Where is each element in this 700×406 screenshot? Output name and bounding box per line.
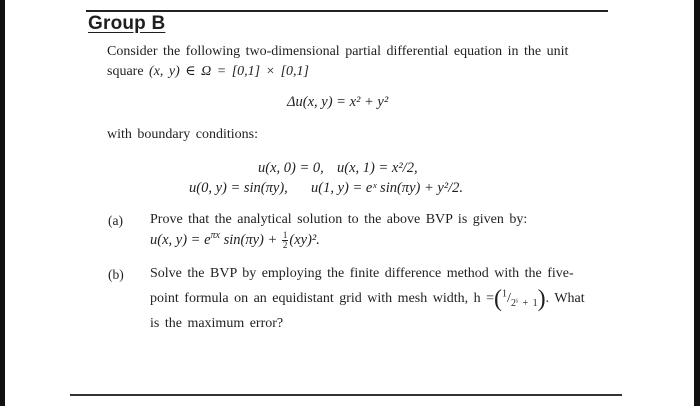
part-a-label: (a) <box>108 213 123 228</box>
intro-line-2-prefix: square <box>107 64 144 79</box>
solution-suffix: (xy)². <box>289 231 320 248</box>
part-b-line-2 <box>150 287 585 311</box>
bc-left: u(0, y) = sin(πy), <box>189 180 288 196</box>
part-b-line-2-suffix: What <box>554 291 585 307</box>
half-numerator: 1 <box>282 230 288 240</box>
boundary-conditions-intro: with boundary conditions: <box>107 127 258 142</box>
h-equals: h = <box>473 291 495 307</box>
bottom-rule <box>70 394 622 396</box>
analytical-solution <box>150 230 320 250</box>
one-half-fraction <box>282 231 289 250</box>
bc-bottom: u(x, 0) = 0, <box>258 160 324 176</box>
h-numerator: 1 <box>502 288 508 300</box>
boundary-condition-row-1 <box>258 160 418 177</box>
top-rule <box>86 10 608 12</box>
bc-right: u(1, y) = eˣ sin(πy) + y²/2. <box>311 180 464 196</box>
h-denominator: 2ⁱ + 1 <box>510 298 538 310</box>
intro-line-2 <box>107 63 309 80</box>
left-frame-border <box>0 0 5 406</box>
domain-expression: (x, y) ∈ Ω = [0,1] × [0,1] <box>149 64 309 79</box>
half-denominator: 2 <box>282 240 288 250</box>
right-frame-border <box>694 0 700 406</box>
part-b-line-3: is the maximum error? <box>150 316 284 331</box>
intro-line-1: Consider the following two-dimensional partial differential equation in the unit <box>107 44 569 59</box>
boundary-condition-row-2 <box>189 180 463 197</box>
solution-middle: sin(πy) + <box>219 231 281 248</box>
part-a-line-1: Prove that the analytical solution to the above BVP is given by: <box>150 212 528 227</box>
pde-equation: Δu(x, y) = x² + y² <box>287 94 389 110</box>
mesh-width-expression: $h =(^1/_{2^i + 1})$. <box>473 286 555 312</box>
solution-prefix: u(x, y) = e <box>150 231 211 248</box>
part-b-label: (b) <box>108 267 124 282</box>
section-heading: Group B <box>88 13 166 34</box>
part-b-line-1: Solve the BVP by employing the finite difference method with the five- <box>150 266 574 281</box>
bc-top: u(x, 1) = x²/2, <box>337 160 418 176</box>
solution-exponent: πx <box>210 230 220 241</box>
part-b-line-2-prefix: point formula on an equidistant grid with mesh width, <box>150 291 469 307</box>
